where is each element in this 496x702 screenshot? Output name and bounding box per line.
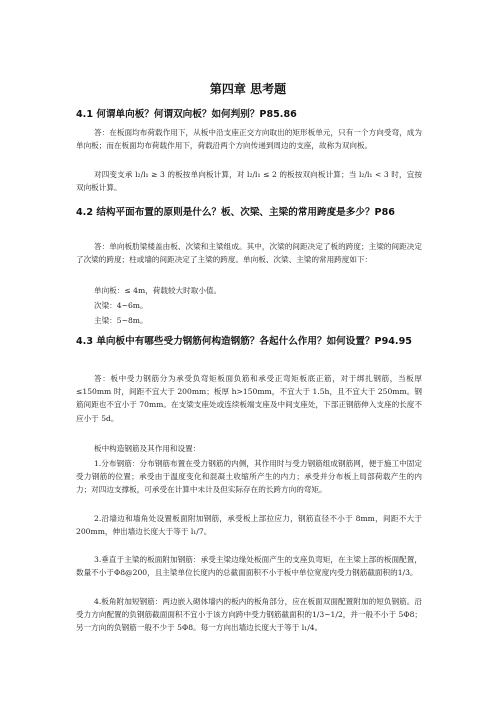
section-4-1-rule: 对四变支承 l₂/l₁ ≥ 3 的板按单向板计算，对 l₂/l₁ ≤ 2 的板按双向板计算；当 l₂/l₁ < 3 时，宜按双向板计算。 [76,170,422,193]
section-heading-4-3: 4.3 单向板中有哪些受力钢筋何构造钢筋？各起什么作用？如何设置？P94.95 [76,336,412,347]
section-heading-4-1: 4.1 何谓单向板？何谓双向板？如何判别？P85.86 [76,109,297,120]
section-4-3-answer: 答：板中受力钢筋分为承受负弯矩板面负筋和承受正弯矩板底正筋，对于绑扎钢筋，当板厚 ≤150mm 时，间距不宜大于 200mm；板厚 h>150mm，不宜大于 1.5h，且不宜大于 250mm。钢筋间距也不宜小于 70mm。在支梁支座处或连续板端支座及中间支座处，下部正钢筋伸入支座的长度不应小于 5d。 [76,374,422,423]
section-heading-4-2: 4.2 结构平面布置的原则是什么？板、次梁、主梁的常用跨度是多少？P86 [76,207,395,218]
item-wall-edge-bars: 2.沿墙边和墙角处设置板面附加钢筋，承受板上部拉应力，钢筋直径不小于 8mm，间距不大于 200mm，伸出墙边长度大于等于 l₁/7。 [76,514,422,537]
span-secondary-beam: 次梁：4~6m。 [94,301,148,310]
section-4-1-answer: 答：在板面均布荷载作用下，从板中沿支座正交方向取出的矩形板单元，只有一个方向受弯，成为单向板；而在板面均布荷载作用下，荷载沿两个方向传递到周边的支座，故称为双向板。 [76,128,422,151]
span-main-beam: 主梁：5~8m。 [94,316,148,325]
section-4-3-subheading: 板中构造钢筋及其作用和设置： [94,444,201,453]
item-main-beam-bars: 3.垂直于主梁的板面附加钢筋：承受主梁边缘处板面产生的支座负弯矩，在主梁上部的板面配置，数量不小于Φ8@200，且主梁单位长度内的总截面面积不小于板中单位宽度内受力钢筋截面积的1/3。 [76,555,422,578]
item-corner-short-bars: 4.板角附加短钢筋：两边嵌入砌体墙内的板内的板角部分，应在板面双面配置附加的短负钢筋。沿受力方向配置的负钢筋截面面积不宜小于该方向跨中受力钢筋截面积的1/3~1/2，并一般不小于 5Φ8；另一方向的负钢筋一般不少于 5Φ8。每一方向出墙边长度大于等于 l₁/4。 [76,597,422,633]
section-4-2-answer: 答：单向板肋梁楼盖由板、次梁和主梁组成。其中，次梁的间距决定了板的跨度；主梁的间距决定了次梁的跨度；柱或墙的间距决定了主梁的跨度。单向板、次梁、主梁的常用跨度如下： [76,242,422,265]
span-one-way-slab: 单向板：≤ 4m，荷载较大时取小值。 [94,286,222,295]
chapter-title: 第四章 思考题 [209,82,287,96]
item-distribution-bars: 1.分布钢筋：分布钢筋布置在受力钢筋的内侧，其作用时与受力钢筋组成钢筋网，便于施工中固定受力钢筋的位置；承受由于温度变化和混凝土收缩所产生的内力；承受并分布板上局部荷载产生的内力；对四边支撑板，可承受在计算中未计及但实际存在的长跨方向的弯矩。 [76,459,422,495]
